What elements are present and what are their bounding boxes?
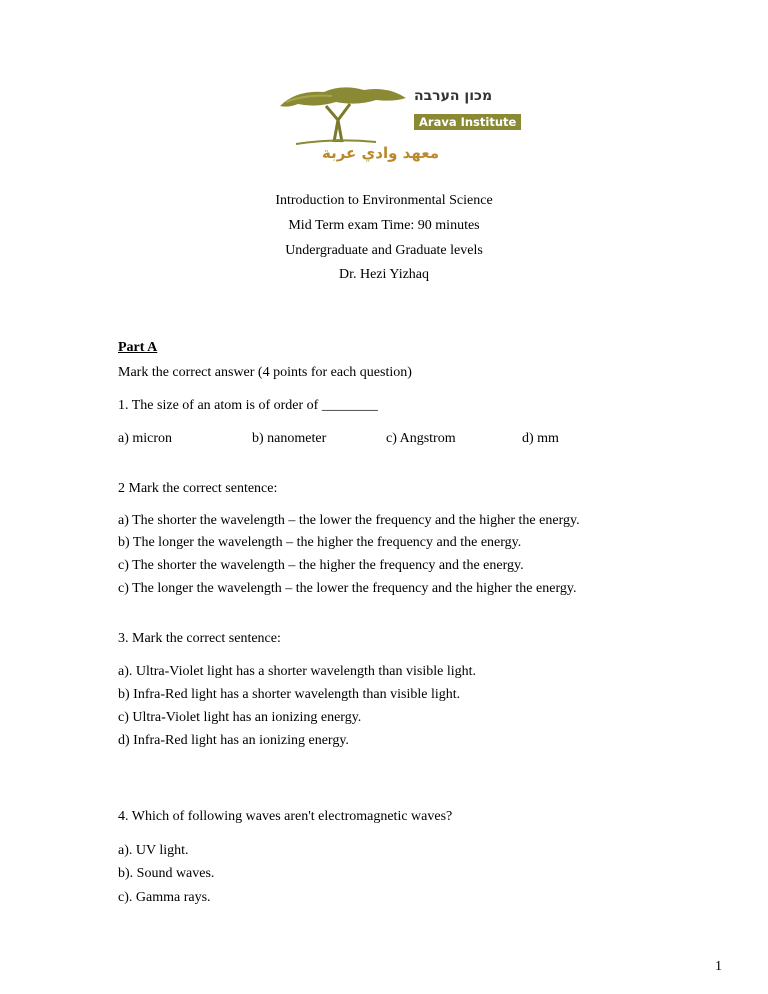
lecturer-name: Dr. Hezi Yizhaq: [338, 267, 430, 282]
question-1-option-a: a) micron: [118, 431, 173, 446]
question-3-option-d: d) Infra-Red light has an ionizing energy.: [118, 733, 349, 748]
question-3-option-b: b) Infra-Red light has a shorter wavelength than visible light.: [118, 687, 461, 702]
question-2-option-c: c) The shorter the wavelength – the higher the frequency and the energy.: [118, 558, 524, 573]
question-4-text: 4. Which of following waves aren't electromagnetic waves?: [118, 809, 453, 824]
question-2-option-b: b) The longer the wavelength – the higher the frequency and the energy.: [118, 535, 522, 550]
arava-institute-logo: [276, 80, 517, 175]
course-title: Introduction to Environmental Science: [275, 193, 493, 208]
logo-english-text: Arava Institute: [414, 114, 521, 130]
question-3-option-c: c) Ultra-Violet light has an ionizing energy.: [118, 710, 362, 725]
exam-info: Mid Term exam Time: 90 minutes: [288, 218, 480, 233]
question-4-option-c: c). Gamma rays.: [118, 890, 211, 905]
question-1-text: 1. The size of an atom is of order of ________: [118, 398, 378, 413]
levels-info: Undergraduate and Graduate levels: [285, 243, 483, 258]
question-1-option-d: d) mm: [522, 431, 559, 446]
question-2-text: 2 Mark the correct sentence:: [118, 481, 278, 496]
logo-hebrew-text: מכון הערבה: [414, 88, 493, 104]
logo-arabic-text: معهد وادي عربة: [322, 144, 439, 162]
question-1-option-b: b) nanometer: [252, 431, 327, 446]
question-4-option-b: b). Sound waves.: [118, 866, 215, 881]
question-3-text: 3. Mark the correct sentence:: [118, 631, 281, 646]
part-a-instructions: Mark the correct answer (4 points for each question): [118, 365, 412, 380]
question-3-option-a: a). Ultra-Violet light has a shorter wavelength than visible light.: [118, 664, 477, 679]
page-number: 1: [715, 959, 722, 974]
question-2-option-d: c) The longer the wavelength – the lower the frequency and the higher the energy.: [118, 581, 577, 596]
question-4-option-a: a). UV light.: [118, 843, 189, 858]
question-2-option-a: a) The shorter the wavelength – the lower the frequency and the higher the energy.: [118, 513, 580, 528]
question-1-option-c: c) Angstrom: [386, 431, 456, 446]
part-a-title: Part A: [118, 340, 158, 355]
